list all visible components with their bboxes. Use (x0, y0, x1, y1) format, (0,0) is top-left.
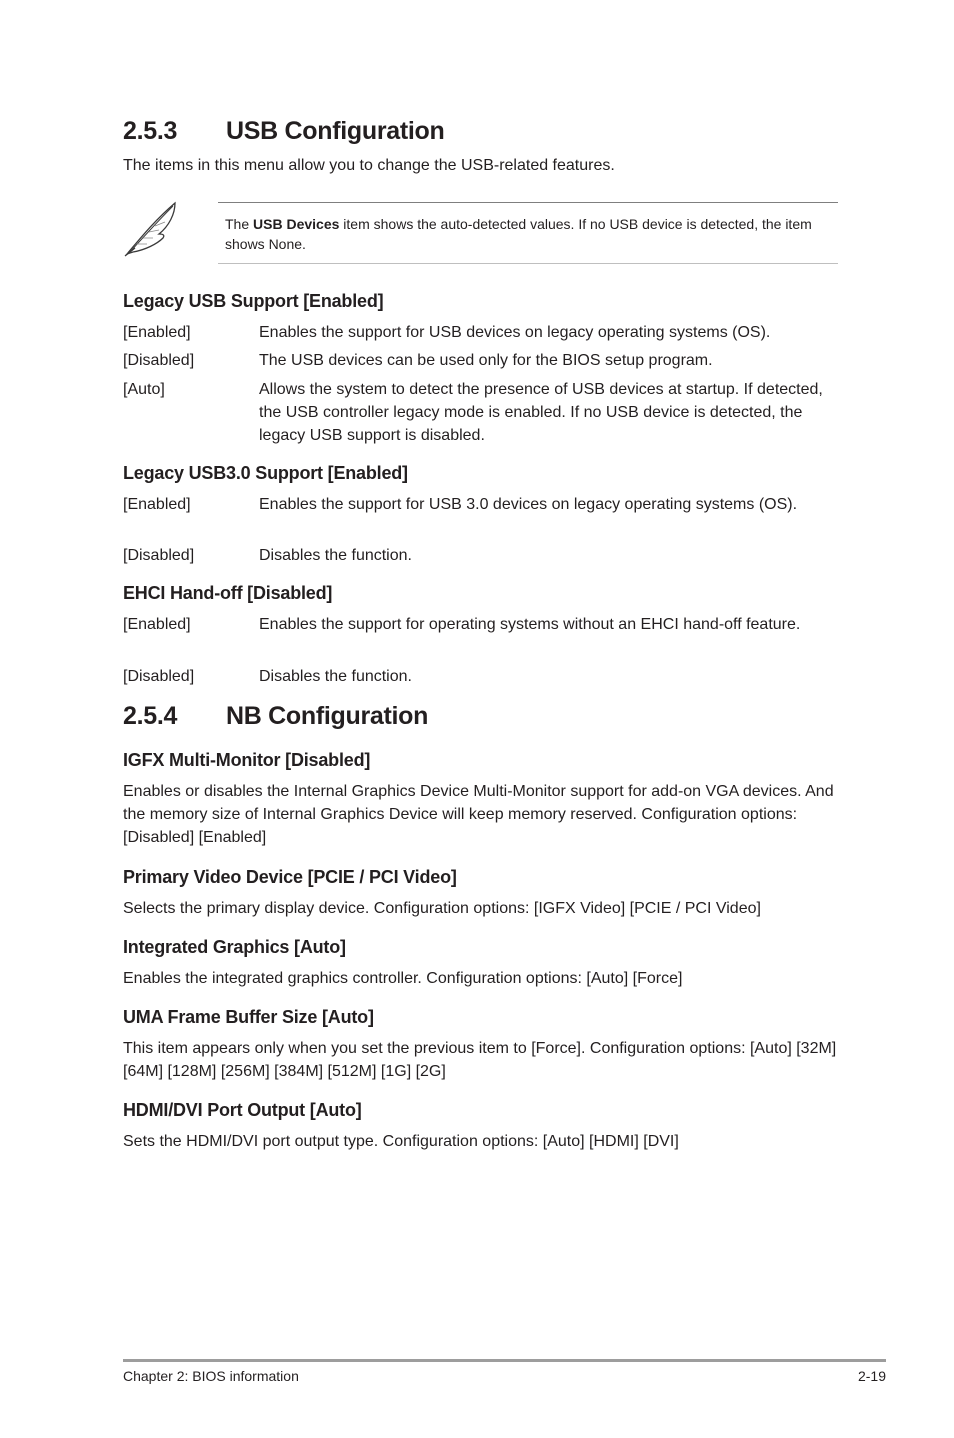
item-desc: Sets the HDMI/DVI port output type. Configuration options: [Auto] [HDMI] [DVI] (123, 1133, 679, 1150)
note-text-bold: USB Devices (253, 216, 340, 232)
option-key: [Disabled] (123, 352, 195, 369)
item-title: Legacy USB Support [Enabled] (123, 291, 384, 311)
option-key: [Enabled] (123, 496, 191, 513)
option-key: [Enabled] (123, 324, 191, 341)
usb-section-intro: The items in this menu allow you to change the USB-related features. (123, 157, 615, 174)
note-text-pre: The (225, 216, 254, 232)
item-title: UMA Frame Buffer Size [Auto] (123, 1007, 374, 1027)
option-key: [Disabled] (123, 547, 195, 564)
option-key: [Enabled] (123, 616, 191, 633)
option-desc: Enables the support for operating systems without an EHCI hand-off feature. (259, 616, 801, 633)
feather-quill-icon (123, 200, 179, 258)
item-desc: Enables or disables the Internal Graphics Device Multi-Monitor support for add-on VGA devices. And the memory size of Internal Graphics Device will keep memory reserved. Configuration options: [Disabled] [Enabled] (123, 783, 834, 846)
usb-section-name: USB Configuration (226, 117, 445, 145)
footer-chapter: Chapter 2: BIOS information (123, 1368, 299, 1384)
option-desc: Disables the function. (259, 547, 412, 564)
item-desc: Selects the primary display device. Configuration options: [IGFX Video] [PCIE / PCI Video] (123, 900, 761, 917)
note-text (225, 214, 837, 254)
item-title: Primary Video Device [PCIE / PCI Video] (123, 867, 457, 887)
nb-section-name: NB Configuration (226, 702, 429, 730)
item-desc: This item appears only when you set the previous item to [Force]. Configuration options: [Auto] [32M] [64M] [128M] [256M] [384M] [512M] [1G] [2G] (123, 1040, 837, 1080)
option-desc: Allows the system to detect the presence of USB devices at startup. If detected, the USB controller legacy mode is enabled. If no USB device is detected, the legacy USB support is disabled. (259, 381, 823, 444)
footer-divider (123, 1359, 886, 1362)
footer-page-number: 2-19 (857, 1368, 886, 1384)
note-text-post: item shows the auto-detected values. If no USB device is detected, the item shows None. (225, 216, 812, 252)
nb-section-number: 2.5.4 (123, 702, 178, 730)
item-title: EHCI Hand-off [Disabled] (123, 583, 333, 603)
option-desc: Enables the support for USB 3.0 devices on legacy operating systems (OS). (259, 496, 798, 513)
item-title: IGFX Multi-Monitor [Disabled] (123, 750, 371, 770)
item-title: Integrated Graphics [Auto] (123, 937, 346, 957)
option-desc: The USB devices can be used only for the BIOS setup program. (259, 352, 713, 369)
note-box (218, 202, 838, 264)
option-desc: Disables the function. (259, 668, 412, 685)
item-title: Legacy USB3.0 Support [Enabled] (123, 463, 408, 483)
option-desc: Enables the support for USB devices on legacy operating systems (OS). (259, 324, 771, 341)
option-key: [Disabled] (123, 668, 195, 685)
item-desc: Enables the integrated graphics controller. Configuration options: [Auto] [Force] (123, 970, 683, 987)
usb-section-number: 2.5.3 (123, 117, 178, 145)
option-key: [Auto] (123, 381, 165, 398)
nb-section-title (123, 702, 428, 731)
item-title: HDMI/DVI Port Output [Auto] (123, 1100, 362, 1120)
usb-section-title (123, 117, 444, 146)
